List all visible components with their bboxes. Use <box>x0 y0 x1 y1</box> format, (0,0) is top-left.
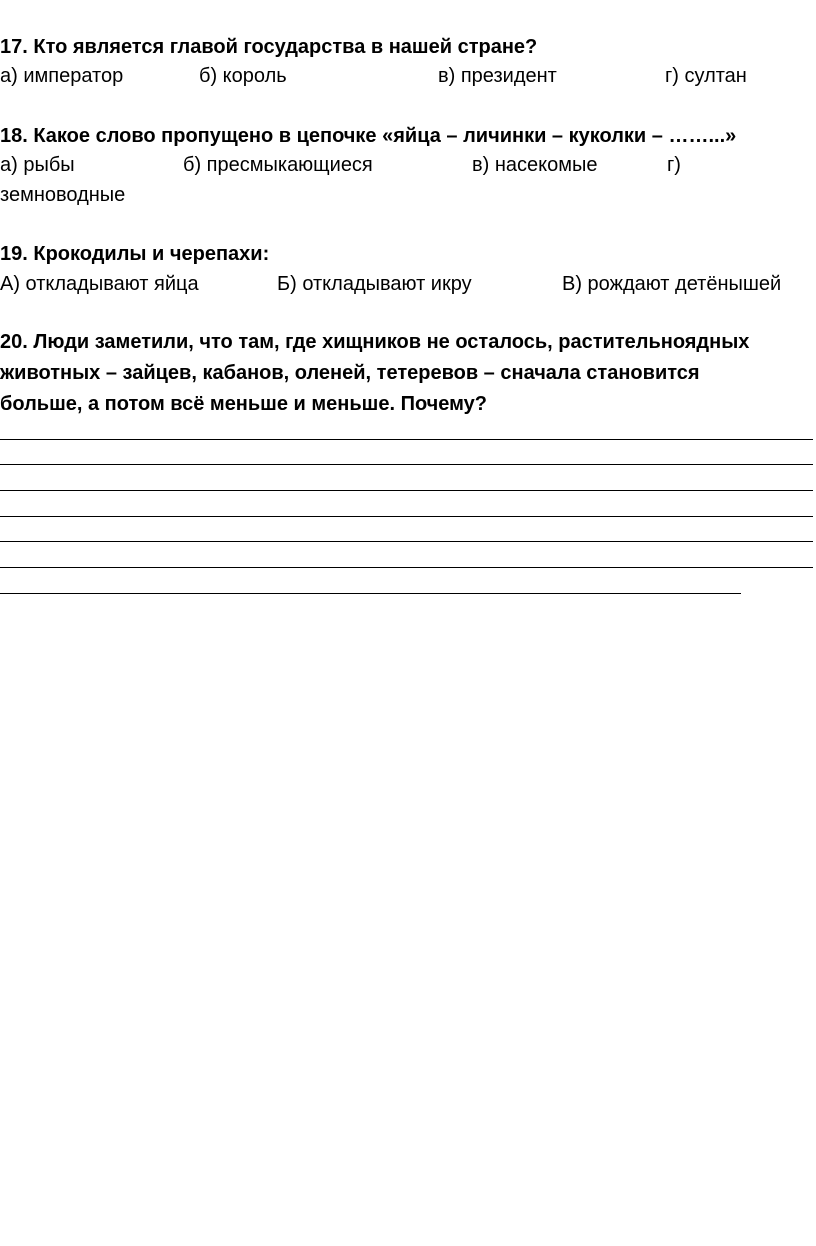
answer-line[interactable] <box>0 464 813 465</box>
q18-option-a: а) рыбы <box>0 154 75 176</box>
q20-line-3: больше, а потом всё меньше и меньше. Почему? <box>0 393 488 415</box>
answer-line[interactable] <box>0 439 813 440</box>
q18-option-d: г) <box>667 154 681 176</box>
q17-option-a: а) император <box>0 65 124 87</box>
question-19-options <box>0 269 816 299</box>
question-20-text <box>0 327 816 420</box>
q20-line-2: животных – зайцев, кабанов, оленей, тетеревов – сначала становится <box>0 362 700 384</box>
q17-option-c: в) президент <box>438 65 557 87</box>
answer-line[interactable] <box>0 541 813 542</box>
q19-option-a: А) откладывают яйца <box>0 273 199 295</box>
q18-option-c: в) насекомые <box>472 154 598 176</box>
q18-option-d-continued: земноводные <box>0 184 126 206</box>
question-19-text: 19. Крокодилы и черепахи: <box>0 243 270 265</box>
q17-option-d: г) султан <box>665 65 747 87</box>
answer-line[interactable] <box>0 593 741 594</box>
q19-option-c: В) рождают детёнышей <box>562 273 782 295</box>
answer-line[interactable] <box>0 490 813 491</box>
question-18-text: 18. Какое слово пропущено в цепочке «яйца – личинки – куколки – ……...» <box>0 125 737 147</box>
answer-line[interactable] <box>0 516 813 517</box>
q19-option-b: Б) откладывают икру <box>277 273 472 295</box>
q18-option-b: б) пресмыкающиеся <box>183 154 373 176</box>
answer-line[interactable] <box>0 567 813 568</box>
q17-option-b: б) король <box>199 65 287 87</box>
q20-line-1: 20. Люди заметили, что там, где хищников не осталось, растительноядных <box>0 331 750 353</box>
question-17-options <box>0 61 816 91</box>
question-18-options <box>0 150 816 180</box>
question-17-text: 17. Кто является главой государства в нашей стране? <box>0 36 538 58</box>
